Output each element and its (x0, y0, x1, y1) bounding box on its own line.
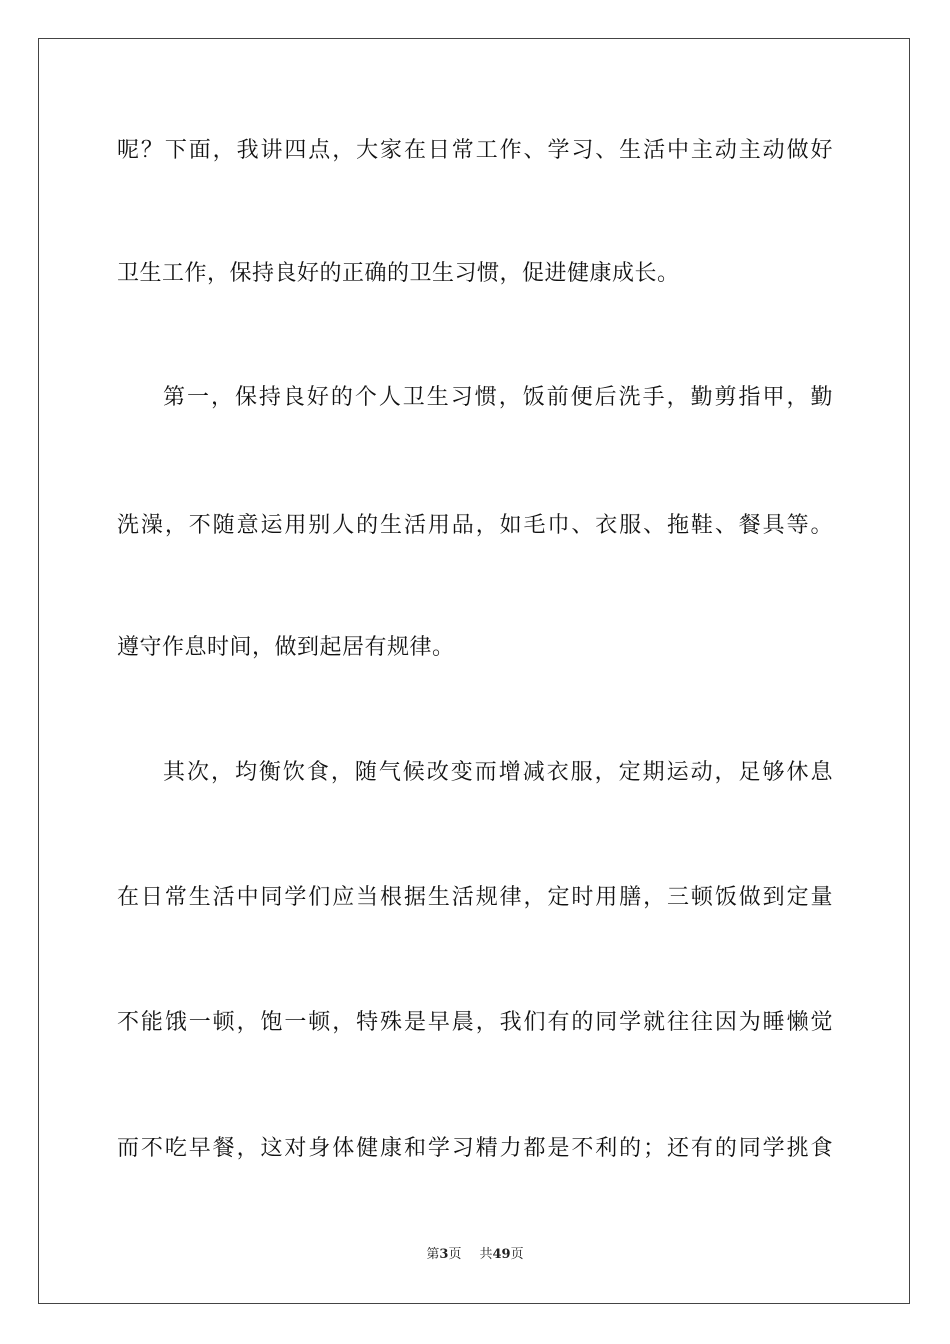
text-line-4: 洗澡，不随意运用别人的生活用品，如毛巾、衣服、拖鞋、餐具等。 (117, 513, 833, 538)
total-prefix: 共 (479, 1247, 493, 1262)
text-line-1: 呢？下面，我讲四点，大家在日常工作、学习、生活中主动主动做好 (117, 138, 833, 163)
text-line-9: 而不吃早餐，这对身体健康和学习精力都是不利的；还有的同学挑食 (117, 1136, 833, 1161)
text-line-5: 遵守作息时间，做到起居有规律。 (117, 635, 455, 660)
total-suffix: 页 (510, 1247, 524, 1262)
page-border (38, 38, 910, 1304)
text-line-8: 不能饿一顿，饱一顿，特殊是早晨，我们有的同学就往往因为睡懒觉 (117, 1010, 833, 1035)
text-line-6: 其次，均衡饮食，随气候改变而增减衣服，定期运动，足够休息 (163, 760, 833, 785)
text-line-3: 第一，保持良好的个人卫生习惯，饭前便后洗手，勤剪指甲，勤 (163, 385, 833, 410)
total-pages: 49 (492, 1247, 511, 1262)
text-line-2: 卫生工作，保持良好的正确的卫生习惯，促进健康成长。 (117, 261, 680, 286)
page-footer (0, 1246, 950, 1264)
text-line-7: 在日常生活中同学们应当根据生活规律，定时用膳，三顿饭做到定量 (117, 885, 833, 910)
page-suffix: 页 (448, 1247, 462, 1262)
page-number: 3 (439, 1247, 449, 1262)
page-prefix: 第 (426, 1247, 440, 1262)
